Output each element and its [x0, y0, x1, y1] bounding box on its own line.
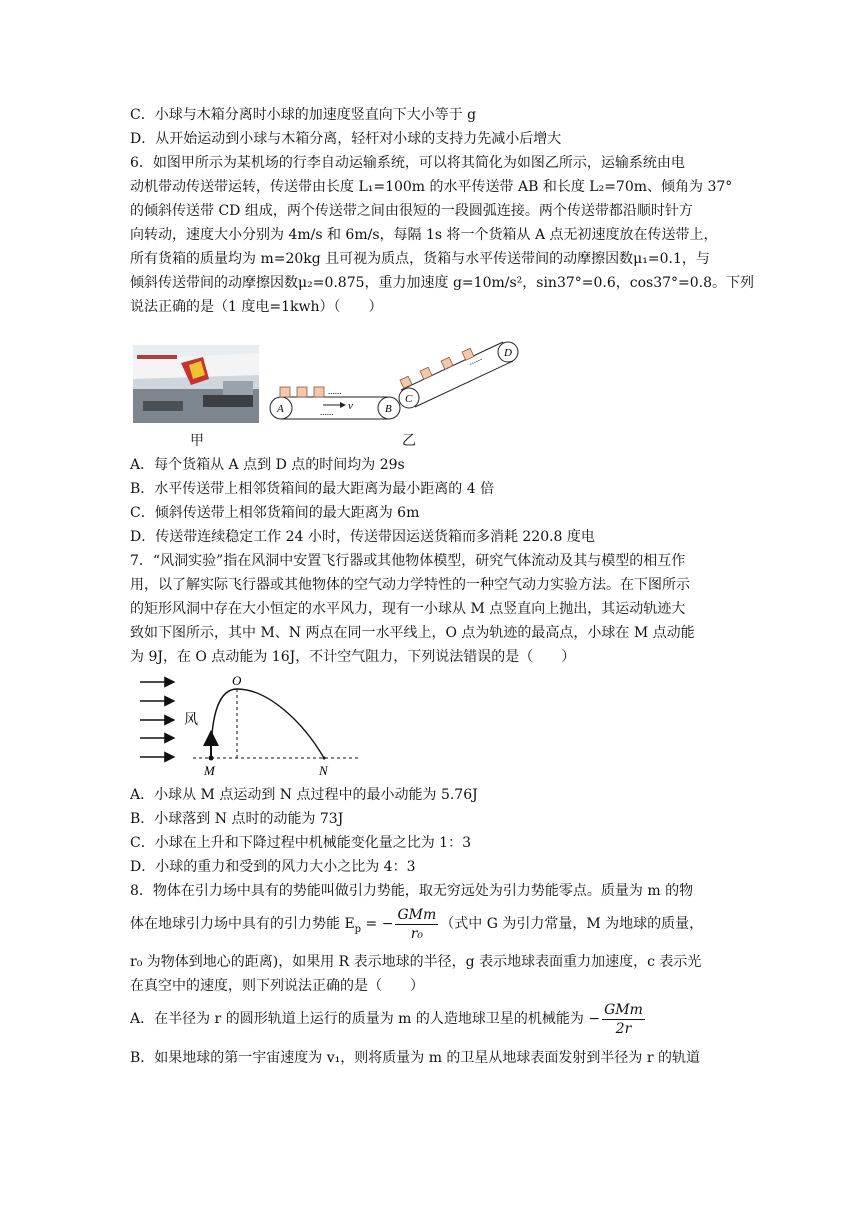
q6-stem-line-1: 6．如图甲所示为某机场的行李自动运输系统，可以将其简化为如图乙所示，运输系统由电	[130, 155, 685, 171]
point-n-label: N	[319, 763, 328, 778]
q6-stem-line-2: 动机带动传送带运转，传送带由长度 L₁=100m 的水平传送带 AB 和长度 L₂=70m、倾角为 37°	[130, 179, 733, 195]
q8-stem-line-2	[130, 902, 740, 946]
q7-stem-line-1: 7．“风洞实验”指在风洞中安置飞行器或其他物体模型，研究气体流动及其与模型的相互作	[130, 553, 686, 569]
q6-option-a: A．每个货箱从 A 点到 D 点的时间均为 29s	[130, 457, 405, 473]
q8-stem-line-4: 在真空中的速度，则下列说法正确的是（ ）	[130, 978, 424, 994]
q6-stem-line-7: 说法正确的是（1 度电=1kwh）（ ）	[130, 299, 383, 315]
figure-jia-caption: 甲	[190, 433, 204, 449]
q6-stem-line-3: 的倾斜传送带 CD 组成，两个传送带之间由很短的一段圆弧连接。两个传送带都沿顺时针方	[130, 203, 693, 219]
q6-option-b: B．水平传送带上相邻货箱间的最大距离为最小距离的 4 倍	[130, 481, 495, 497]
q7-stem-line-2: 用，以了解实际飞行器或其他物体的空气动力学特性的一种空气动力实验方法。在下图所示	[130, 577, 690, 593]
dots-bottom: ......	[320, 407, 334, 417]
q7-option-a: A．小球从 M 点运动到 N 点过程中的最小动能为 5.76J	[130, 787, 478, 803]
q7-option-b: B．小球落到 N 点时的动能为 73J	[130, 811, 344, 827]
q8-stem-line-3: r₀ 为物体到地心的距离)，如果用 R 表示地球的半径，g 表示地球表面重力加速度，c 表示光	[130, 954, 702, 970]
q8-potential-fraction	[395, 906, 438, 943]
dots-top: ......	[328, 386, 342, 396]
fraction-denominator: r₀	[410, 925, 423, 942]
fraction-numerator: GMm	[604, 1001, 643, 1018]
q6-option-c: C．倾斜传送带上相邻货箱间的最大距离为 6m	[130, 505, 420, 521]
trajectory-curve	[211, 689, 324, 758]
conveyor-diagram	[268, 335, 528, 427]
point-m-label: M	[204, 763, 215, 778]
cargo-box	[314, 387, 324, 397]
q5-option-d: D．从开始运动到小球与木箱分离，轻杆对小球的支持力先减小后增大	[130, 131, 562, 147]
fraction-numerator: GMm	[397, 906, 437, 923]
figure-yi-caption: 乙	[402, 433, 416, 449]
cargo-box	[280, 387, 290, 397]
wind-label: 风	[184, 713, 198, 728]
svg-text:......: ......	[466, 352, 484, 367]
q8-eq-sign: = −	[361, 916, 394, 932]
label-c: C	[405, 393, 413, 405]
label-a: A	[277, 403, 284, 415]
q6-stem-line-6: 倾斜传送带间的动摩擦因数μ₂=0.875，重力加速度 g=10m/s²，sin37°=0.6，cos37°=0.8。下列	[130, 275, 755, 291]
q7-option-c: C．小球在上升和下降过程中机械能变化量之比为 1：3	[130, 835, 471, 851]
q8-option-a-text: A．在半径为 r 的圆形轨道上运行的质量为 m 的人造地球卫星的机械能为 −	[130, 1011, 601, 1027]
q6-option-d: D．传送带连续稳定工作 24 小时，传送带因运送货箱而多消耗 220.8 度电	[130, 529, 595, 545]
cargo-box	[297, 387, 307, 397]
q7-option-d: D．小球的重力和受到的风力大小之比为 4：3	[130, 859, 416, 875]
wind-tunnel-diagram	[138, 672, 363, 780]
q8-line2-note: （式中 G 为引力常量，M 为地球的质量，	[440, 916, 704, 932]
q7-stem-line-3: 的矩形风洞中存在大小恒定的水平风力，现有一小球从 M 点竖直向上抛出，其运动轨迹大	[130, 601, 686, 617]
q7-stem-line-4: 致如下图所示，其中 M、N 两点在同一水平线上，O 点为轨迹的最高点，小球在 M 点动能	[130, 625, 695, 641]
q8-line2-text: 体在地球引力场中具有的引力势能 E	[130, 916, 355, 932]
q5-option-c: C．小球与木箱分离时小球的加速度竖直向下大小等于 g	[130, 107, 477, 123]
label-b: B	[385, 403, 392, 415]
point-o-label: O	[232, 673, 242, 688]
q6-stem-line-4: 向转动，速度大小分别为 4m/s 和 6m/s，每隔 1s 将一个货箱从 A 点无初速度放在传送带上，	[130, 227, 718, 243]
q8-option-a-fraction	[602, 1001, 645, 1038]
fraction-denominator: 2r	[615, 1020, 632, 1037]
q8-option-b: B．如果地球的第一宇宙速度为 v₁，则将质量为 m 的卫星从地球表面发射到半径为 r 的轨道	[130, 1050, 701, 1066]
airport-baggage-photo	[133, 345, 259, 423]
q8-option-a	[130, 997, 740, 1041]
q6-stem-line-5: 所有货箱的质量均为 m=20kg 且可视为质点，货箱与水平传送带间的动摩擦因数μ₁=0.1，与	[130, 251, 710, 267]
q8-ep-subscript: p	[354, 923, 362, 935]
q8-stem-line-1: 8．物体在引力场中具有的势能叫做引力势能，取无穷远处为引力势能零点。质量为 m 的物	[130, 883, 694, 899]
velocity-label: v	[348, 400, 353, 412]
q7-stem-line-5: 为 9J，在 O 点动能为 16J，不计空气阻力，下列说法错误的是（ ）	[130, 649, 576, 665]
label-d: D	[504, 347, 512, 359]
